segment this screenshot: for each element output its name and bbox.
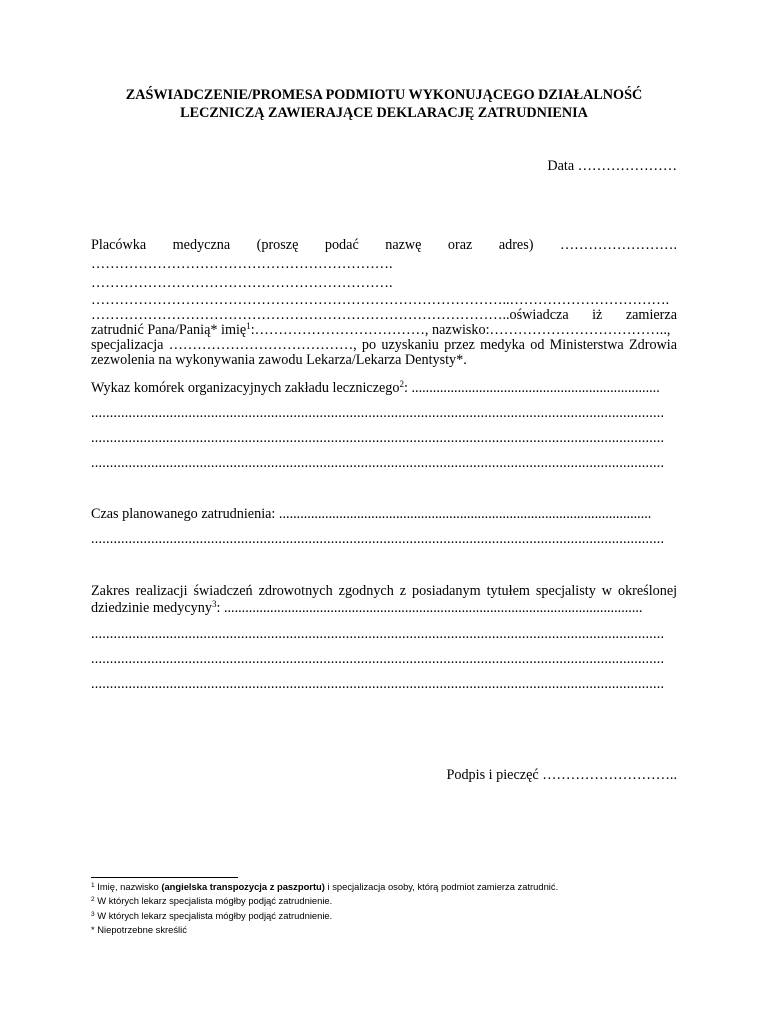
word: adres) [498, 237, 534, 253]
units-line-2: ......................................................................................................................................................... [91, 405, 665, 421]
footnote-number: 2 [91, 896, 95, 903]
facility-line-1 [91, 237, 677, 254]
scope-line-1 [91, 583, 677, 600]
word: specjalisty [535, 583, 596, 599]
word: medyka [480, 337, 525, 353]
word: Placówka [91, 237, 147, 253]
word: medyczna [172, 237, 231, 253]
employment-time-blank: ......................................................................................................... [275, 506, 652, 522]
scope-label: dziedzinie medycyny [91, 600, 212, 616]
word: świadczeń [193, 583, 253, 599]
date-label: Data [547, 158, 575, 174]
scope-line-4: ......................................................................................................................................................... [91, 651, 665, 667]
scope-line-3: ......................................................................................................................................................... [91, 626, 665, 642]
facility-line-3: ………………………………………………………. [91, 275, 393, 291]
word: zamierza [625, 307, 677, 323]
word: zdrowotnych [258, 583, 333, 599]
word: w określonej [601, 583, 677, 599]
word: oraz [447, 237, 473, 253]
word: Ministerstwa [549, 337, 624, 353]
facility-line-8: zezwolenia na wykonywania zawodu Lekarza/Lekarza Dentysty*. [91, 352, 467, 368]
date-line [91, 158, 677, 175]
footnote-ref: 3 [211, 600, 217, 609]
word: realizacji [135, 583, 188, 599]
footnote-ref: 2 [399, 380, 404, 389]
title-line-1: ZAŚWIADCZENIE/PROMESA PODMIOTU WYKONUJĄCEGO DZIAŁALNOŚĆ [125, 87, 643, 103]
facility-line-2: ………………………………………………………. [91, 256, 393, 272]
word: z posiadanym [399, 583, 481, 599]
scope-line-2 [91, 600, 677, 617]
facility-line-4: ……………………………………………………………………………..……………………………. [91, 292, 670, 308]
word: specjalizacja [91, 337, 164, 353]
name-blanks: :………………………………, nazwisko:……………………………….., [250, 322, 671, 338]
word: zgodnych [338, 583, 394, 599]
first-name-label: zatrudnić Pana/Panią* imię [91, 322, 247, 338]
units-line-3: ......................................................................................................................................................... [91, 430, 665, 446]
word: nazwę [385, 237, 422, 253]
word: po [361, 337, 377, 353]
units-label: Wykaz komórek organizacyjnych zakładu leczniczego [91, 380, 400, 396]
scope-blank: : ...................................................................................................................... [216, 600, 643, 616]
scope-line-5: ......................................................................................................................................................... [91, 676, 665, 692]
units-line-1 [91, 380, 677, 397]
word: od [530, 337, 545, 353]
footnote-bold-text: (angielska transpozycja z paszportu) [161, 881, 325, 892]
units-line-4: ......................................................................................................................................................... [91, 455, 665, 471]
word: (proszę [256, 237, 299, 253]
word: Zdrowia [628, 337, 677, 353]
employment-time-line-1 [91, 506, 677, 523]
date-blank: ………………… [577, 158, 677, 174]
footnote-text: W których lekarz specjalista mógłby podjąć zatrudnienie. [97, 895, 333, 906]
word: przez [444, 337, 475, 353]
footnote-ref: 1 [246, 322, 251, 331]
footnote-1 [91, 881, 558, 893]
footnote-4 [91, 924, 187, 936]
footnote-3 [91, 910, 332, 922]
footnote-number: 3 [91, 911, 95, 918]
word: uzyskaniu [381, 337, 439, 353]
facility-blank: ……………………. [559, 237, 677, 253]
employment-time-line-2: ......................................................................................................................................................... [91, 531, 665, 547]
word: podać [324, 237, 359, 253]
footnote-text: Imię, nazwisko [97, 881, 162, 892]
signature-label: Podpis i pieczęć [446, 767, 539, 783]
footnote-asterisk: * [91, 924, 95, 935]
signature-blank: ……………………….. [542, 767, 677, 783]
word: tytułem [486, 583, 530, 599]
units-blank: : ...................................................................... [404, 380, 660, 396]
word: iż [592, 307, 603, 323]
footnote-separator [91, 877, 238, 878]
word: ……………………………………………………………………………..oświadcza [91, 307, 569, 323]
footnote-text: i specjalizacja osoby, którą podmiot zamierza zatrudnić. [324, 881, 559, 892]
title-line-2: LECZNICZĄ ZAWIERAJĄCE DEKLARACJĘ ZATRUDNIENIA [180, 105, 588, 121]
word: Zakres [91, 583, 130, 599]
footnote-number: 1 [91, 882, 95, 889]
footnote-text: W których lekarz specjalista mógłby podjąć zatrudnienie. [97, 910, 333, 921]
specialization-blank: …………………………………, [168, 337, 357, 353]
document-title [90, 86, 678, 122]
footnote-2 [91, 895, 332, 907]
signature-line [91, 767, 677, 784]
footnote-text: Niepotrzebne skreślić [97, 924, 187, 935]
employment-time-label: Czas planowanego zatrudnienia: [91, 506, 276, 522]
